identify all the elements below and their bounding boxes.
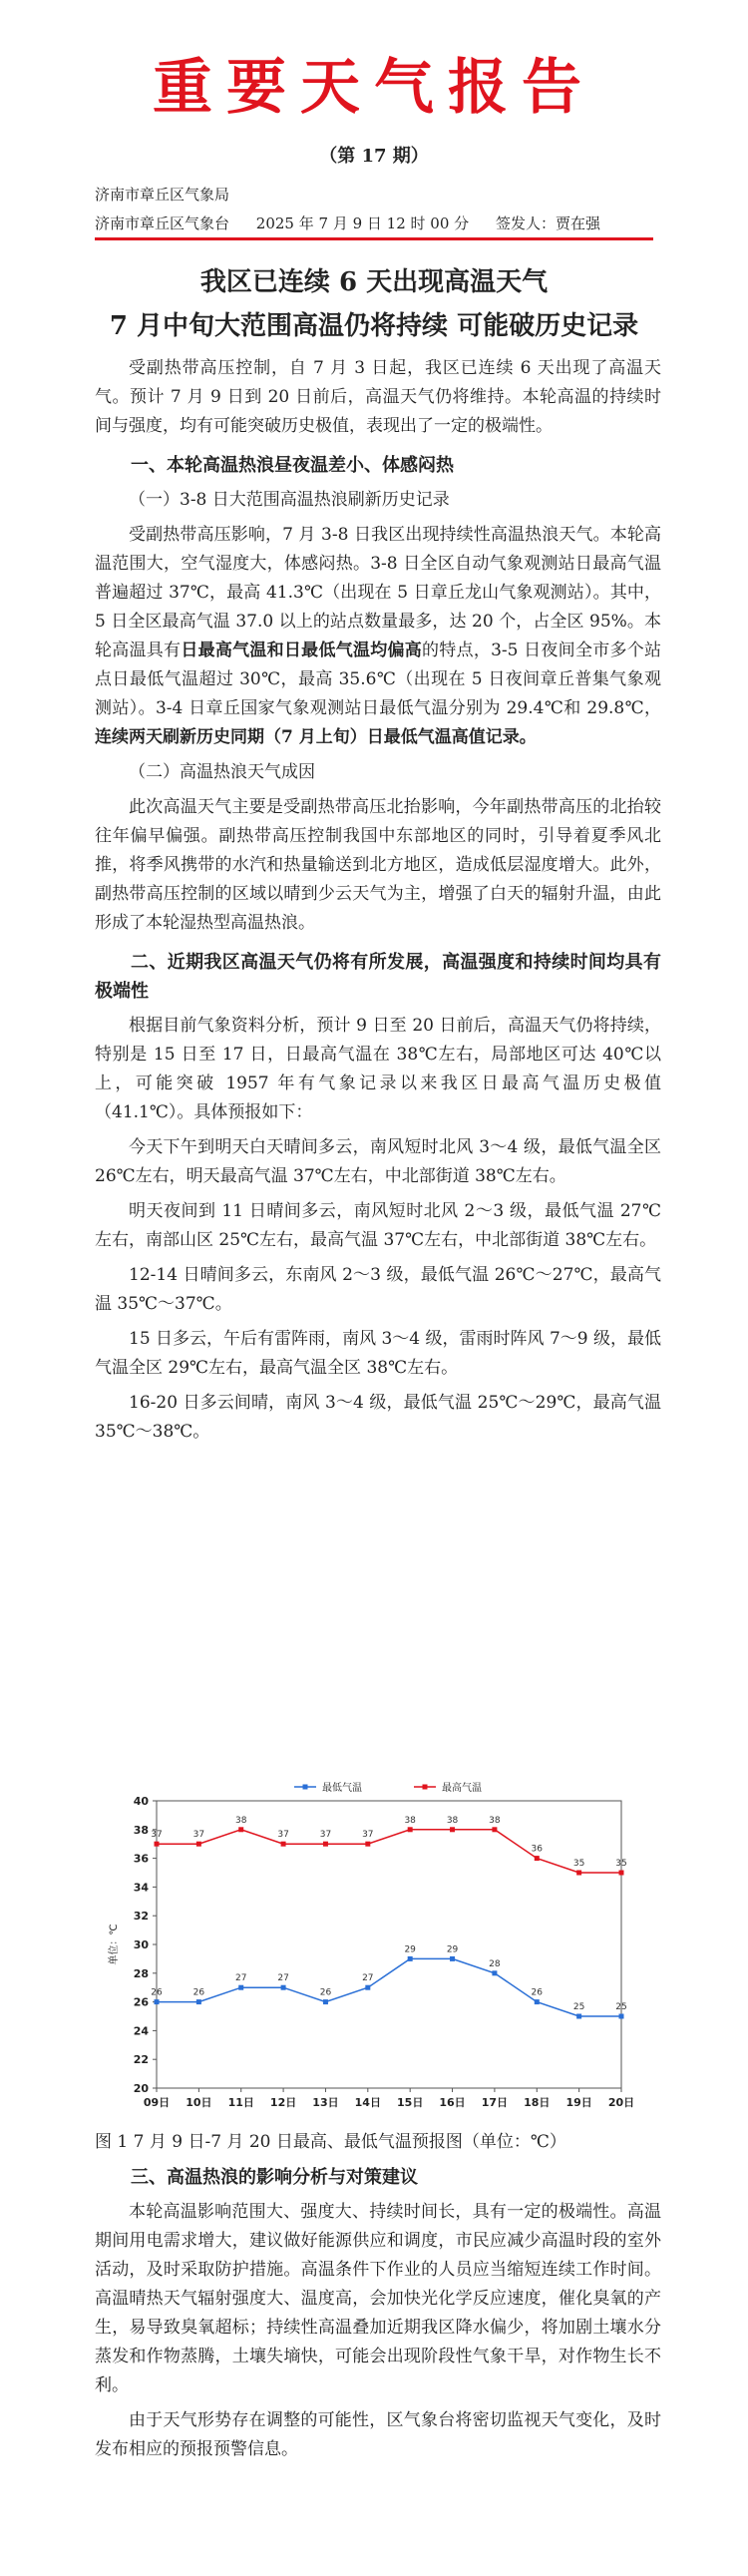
data-point (576, 2014, 581, 2019)
data-label: 27 (277, 1973, 289, 1984)
section-1-heading: 一、本轮高温热浪昼夜温差小、体感闷热 (131, 455, 454, 476)
y-tick-label: 24 (133, 2024, 149, 2038)
data-point (281, 1985, 286, 1990)
y-tick-label: 20 (133, 2082, 149, 2095)
data-point (408, 1827, 413, 1832)
data-label: 26 (151, 1987, 163, 1998)
legend-label: 最低气温 (322, 1783, 362, 1794)
data-point (535, 1999, 540, 2004)
data-label: 38 (235, 1815, 247, 1826)
data-label: 38 (446, 1815, 459, 1826)
y-tick-label: 22 (133, 2053, 149, 2067)
headline-line-2: 7 月中旬大范围高温仍将持续 可能破历史记录 (109, 311, 639, 341)
x-tick-label: 15日 (397, 2096, 424, 2109)
data-label: 27 (235, 1973, 247, 1984)
data-point (365, 1985, 370, 1990)
data-label: 27 (362, 1973, 374, 1984)
y-tick-label: 34 (133, 1881, 149, 1895)
section-1-paragraph-1 (95, 521, 661, 752)
y-tick-label: 30 (133, 1938, 149, 1951)
forecast-item: 16-20 日多云间晴，南风 3～4 级，最低气温 25℃～29℃，最高气温 35℃～38℃。 (95, 1393, 661, 1442)
data-point (281, 1842, 286, 1847)
x-tick-label: 14日 (354, 2096, 381, 2109)
x-tick-label: 18日 (524, 2096, 551, 2109)
data-point (535, 1856, 540, 1861)
forecast-item: 15 日多云，午后有雷阵雨，南风 3～4 级，雷雨时阵风 7～9 级，最低气温全区 29℃左右，最高气温全区 38℃左右。 (95, 1329, 661, 1378)
series-line-high (157, 1830, 621, 1873)
y-tick-label: 32 (133, 1910, 149, 1924)
data-point (619, 1871, 624, 1876)
issuing-station: 济南市章丘区气象台 (95, 215, 230, 232)
data-point (576, 1871, 581, 1876)
x-tick-label: 12日 (269, 2096, 297, 2109)
chart-svg (95, 1771, 653, 2120)
data-label: 35 (615, 1859, 627, 1869)
section-1-subheading-1: （一）3-8 日大范围高温热浪刷新历史记录 (129, 490, 450, 510)
intro-paragraph: 受副热带高压控制，自 7 月 3 日起，我区已连续 6 天出现了高温天气。预计 7 月 9 日到 20 日前后，高温天气仍将维持。本轮高温的持续时间与强度，均有可能突破历史极值，表现出了一定的极端性。 (95, 358, 661, 436)
y-tick-label: 26 (133, 1995, 149, 2009)
report-title: 重要天气报告 (153, 53, 595, 123)
x-tick-label: 13日 (312, 2096, 339, 2109)
data-point (450, 1827, 455, 1832)
data-point (450, 1956, 455, 1961)
x-tick-label: 17日 (481, 2096, 509, 2109)
y-tick-label: 38 (133, 1823, 149, 1837)
headline-line-1: 我区已连续 6 天出现高温天气 (199, 267, 549, 297)
data-label: 29 (446, 1944, 459, 1955)
data-label: 28 (489, 1958, 501, 1969)
forecast-item: 明天夜间到 11 日晴间多云，南风短时北风 2～3 级，最低气温 27℃左右，南部山区 25℃左右，最高气温 37℃左右，中北部街道 38℃左右。 (95, 1201, 661, 1250)
data-label: 37 (319, 1830, 332, 1841)
header-divider (95, 237, 653, 240)
plot-frame (157, 1801, 621, 2088)
data-label: 26 (192, 1987, 205, 1998)
issuing-info (95, 213, 622, 233)
data-point (323, 1842, 328, 1847)
signer: 签发人：贾在强 (495, 215, 600, 232)
series-line-low (157, 1958, 621, 2016)
data-point (492, 1827, 497, 1832)
legend-label: 最高气温 (442, 1783, 482, 1794)
forecast-item: 今天下午到明天白天晴间多云，南风短时北风 3～4 级，最低气温全区 26℃左右，明天最高气温 37℃左右，中北部街道 38℃左右。 (95, 1137, 661, 1186)
chart-caption: 图 1 7 月 9 日-7 月 20 日最高、最低气温预报图（单位：℃） (95, 2132, 566, 2152)
data-point (196, 1999, 201, 2004)
text-run: 受副热带高压影响，7 月 3-8 日我区出现持续性高温热浪天气。本轮高温范围大，空气湿度大，体感闷热。3-8 日全区自动气象观测站日最高气温普遍超过 37℃，最高 41.3℃（出现在 5 日章丘龙山气象观测站）。其中，5 日全区最高气温 37.0 以上的站点数量最多，达 20 个，占全区 95%。本轮高温具有 (95, 525, 661, 660)
x-tick-label: 16日 (439, 2096, 466, 2109)
data-point (238, 1985, 243, 1990)
section-3-paragraph-1: 本轮高温影响范围大、强度大、持续时间长，具有一定的极端性。高温期间用电需求增大，建议做好能源供应和调度，市民应减少高温时段的室外活动，及时采取防护措施。高温条件下作业的人员应当缩短连续工作时间。高温晴热天气辐射强度大、温度高，会加快光化学反应速度，催化臭氧的产生，易导致臭氧超标；持续性高温叠加近期我区降水偏少，将加剧土壤水分蒸发和作物蒸腾，土壤失墒快，可能会出现阶段性气象干旱，对作物生长不利。 (95, 2202, 661, 2395)
x-tick-label: 09日 (143, 2096, 171, 2109)
data-label: 29 (404, 1944, 416, 1955)
section-2-heading: 二、近期我区高温天气仍将有所发展，高温强度和持续时间均具有极端性 (95, 952, 661, 1002)
section-3-paragraph-2: 由于天气形势存在调整的可能性，区气象台将密切监视天气变化，及时发布相应的预报预警信息。 (95, 2410, 661, 2459)
section-2-paragraph: 根据目前气象资料分析，预计 9 日至 20 日前后，高温天气仍将持续，特别是 15 日至 17 日，日最高气温在 38℃左右，局部地区可达 40℃以上，可能突破 1957 年有气象记录以来我区日最高气温历史极值（41.1℃）。具体预报如下： (95, 1016, 661, 1122)
y-tick-label: 40 (133, 1795, 149, 1808)
x-tick-label: 20日 (607, 2096, 635, 2109)
forecast-item: 12-14 日晴间多云，东南风 2～3 级，最低气温 26℃～27℃，最高气温 35℃～37℃。 (95, 1265, 661, 1314)
issue-number: （第 17 期） (319, 146, 429, 167)
x-tick-label: 11日 (227, 2096, 254, 2109)
issuing-bureau: 济南市章丘区气象局 (95, 186, 230, 204)
data-label: 26 (319, 1987, 332, 1998)
data-label: 36 (531, 1844, 543, 1855)
data-point (492, 1970, 497, 1975)
data-point (619, 2014, 624, 2019)
text-run: 的特点，3-5 日夜间全市多个站点日最低气温超过 30℃，最高 35.6℃（出现在 5 日夜间章丘普集气象观测站）。3-4 日章丘国家气象观测站日最低气温分别为 29.4℃和 29.8℃， (95, 641, 662, 718)
data-label: 37 (151, 1830, 163, 1841)
report-body (95, 354, 661, 1453)
section-3 (95, 2163, 661, 2470)
section-1-paragraph-2: 此次高温天气主要是受副热带高压北抬影响，今年副热带高压的北抬较往年偏早偏强。副热带高压控制我国中东部地区的同时，引导着夏季风北推，将季风携带的水汽和热量输送到北方地区，造成低层湿度增大。此外，副热带高压控制的区域以晴到少云天气为主，增强了白天的辐射升温，由此形成了本轮湿热型高温热浪。 (95, 797, 661, 933)
data-point (155, 1999, 160, 2004)
emphasis-text: 连续两天刷新历史同期（7 月上旬）日最低气温高值记录。 (95, 727, 537, 747)
y-tick-label: 36 (133, 1852, 149, 1866)
data-point (196, 1842, 201, 1847)
data-point (408, 1956, 413, 1961)
data-label: 38 (489, 1815, 501, 1826)
data-label: 25 (572, 2002, 585, 2012)
data-label: 35 (572, 1859, 585, 1869)
emphasis-text: 日最高气温和日最低气温均偏高 (181, 641, 423, 660)
section-3-heading: 三、高温热浪的影响分析与对策建议 (131, 2167, 418, 2188)
issue-date: 2025 年 7 月 9 日 12 时 00 分 (255, 215, 470, 232)
temperature-chart (95, 1771, 653, 2120)
x-tick-label: 10日 (186, 2096, 212, 2109)
x-tick-label: 19日 (565, 2096, 592, 2109)
y-axis-label: 单位：℃ (109, 1924, 120, 1965)
data-point (323, 1999, 328, 2004)
data-label: 37 (192, 1830, 205, 1841)
data-label: 25 (615, 2002, 627, 2012)
section-1-subheading-2: （二）高温热浪天气成因 (129, 762, 315, 782)
data-point (238, 1827, 243, 1832)
data-label: 37 (277, 1830, 289, 1841)
legend-marker (303, 1785, 308, 1790)
data-label: 37 (362, 1830, 374, 1841)
y-tick-label: 28 (133, 1966, 149, 1980)
data-point (365, 1842, 370, 1847)
data-point (155, 1842, 160, 1847)
data-label: 26 (531, 1987, 543, 1998)
legend-marker (423, 1785, 428, 1790)
data-label: 38 (404, 1815, 416, 1826)
